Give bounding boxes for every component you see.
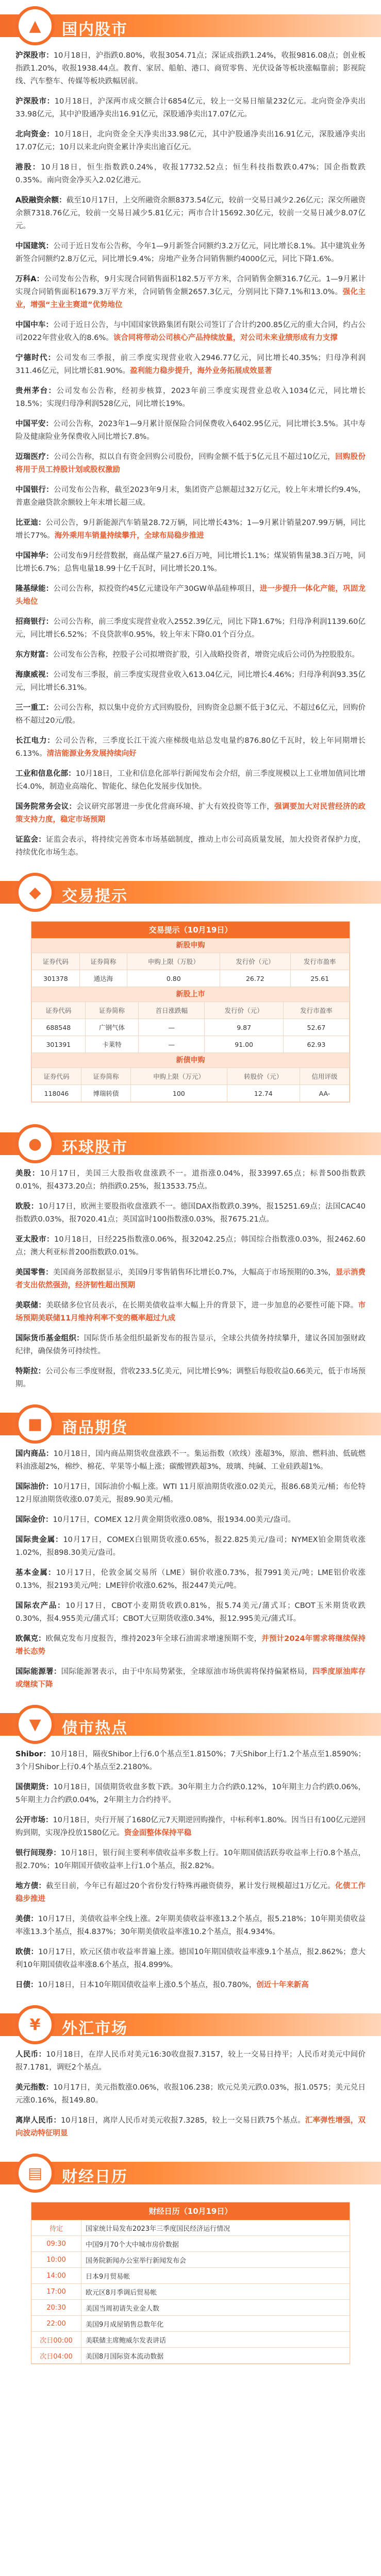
news-highlight: 显示消费者支出依然强劲，经济韧性超出预期 [15,1268,366,1290]
news-lead: 工业和信息化部： [15,770,76,778]
news-text: 10月17日，欧元区债市收益率普遍上涨。德国10年期国债收益率涨9.1个基点，报2.862%；意大利10年期国债收益率涨8.6个基点，报4.899%。 [15,1948,366,1969]
news-text: 10月18日，国债期货收盘多数下跌。30年期主力合约跌0.12%，10年期主力合约跌0.06%，5年期主力合约跌0.04%，2年期主力合约持平。 [15,1783,366,1804]
column-header: 发行价（元） [220,953,290,970]
section-global [0,1118,381,1391]
news-item [15,649,366,662]
section-trading [0,867,381,1103]
calendar-time: 10:00 [31,2252,81,2268]
news-highlight: 市场预期美联储11月维持利率不变的概率超过九成 [15,1301,366,1323]
calendar-event: 中国9月70个大中城市房价数据 [81,2236,350,2252]
section-badge [15,1705,55,1744]
calendar-caption: 财经日历（10月19日） [31,2202,350,2220]
header-bar [0,2162,381,2184]
news-lead: 欧债： [15,1948,39,1956]
news-item [15,418,366,444]
news-lead: 国际金价： [15,1516,53,1524]
calendar-event: 美联储主席鲍威尔发表讲话 [81,2332,350,2348]
news-item [15,1600,366,1625]
news-lead: 沪深股市： [15,52,54,60]
table-cell: — [139,1019,205,1036]
news-lead: 银行间现券： [15,1849,61,1857]
news-highlight: 汇率弹性增强，双向波动特征明显 [15,2116,366,2138]
header-bar [0,881,381,904]
ipo-section-title: 新债申购 [31,1053,350,1067]
calendar-table [31,2202,350,2364]
news-item [15,517,366,543]
news-item [15,2081,366,2107]
news-item [15,1946,366,1972]
calendar-time: 待定 [31,2220,81,2236]
news-lead: 国内商品： [15,1450,54,1458]
table-cell: 100 [131,1085,227,1102]
calendar-time: 14:00 [31,2268,81,2284]
section-title: 国内股市 [62,21,128,39]
section-title: 财经日历 [62,2168,128,2186]
news-highlight: 强调要加大对民营经济的政策支持力度，稳定市场预期 [15,803,366,824]
section-title: 债市热点 [62,1719,128,1737]
column-header: 发行市盈率 [283,1002,349,1019]
news-text: 截至目前，今年已有超过20个省份发行特殊再融资债券，累计发行规模超过1万亿元。 [46,1882,336,1890]
news-text: 美国商务部数据显示，美国9月零售销售环比增长0.7%，大幅高于市场预期的0.3%， [53,1268,336,1277]
news-text: 公司公告称，前三季度实现营业收入2552.39亿元，同比下降1.67%；归母净利润1139.60亿元，同比增长6.52%；不良贷款率0.95%，较上年末下降0.01个百分点。 [15,618,366,639]
column-header: 申购上限（万股） [127,953,220,970]
news-lead: 亚太股市： [15,1235,55,1244]
calendar-row [31,2300,350,2316]
section-badge [15,1404,55,1444]
news-item [15,1880,366,1906]
ipo-section-title: 新股上市 [31,987,350,1002]
table-cell: 26.72 [220,970,290,987]
news-text: 10月18日，工业和信息化部举行新闻发布会介绍，前三季度规模以上工业增加值同比增长4.0%，制造业高端化、智能化、绿色化发展步伐加快。 [15,770,366,791]
news-lead: 比亚迪： [15,519,46,527]
news-item [15,669,366,694]
news-lead: 国务院常务会议： [15,803,77,811]
column-header: 申购上限（万元） [131,1068,227,1085]
calendar-rows [31,2220,350,2364]
news-item [15,583,366,608]
column-header: 发行市盈率 [290,953,349,970]
news-lead: 日债： [15,1981,38,1989]
news-lead: 国际农产品： [15,1602,66,1610]
header-bar [0,1132,381,1155]
calendar-row [31,2236,350,2252]
news-text: 10月18日，央行开展了1680亿元7天期逆回购操作，中标利率1.80%。因当日有100亿元逆回购到期，实现净投放1580亿元。 [15,1816,366,1837]
news-item [15,1633,366,1658]
news-lead: 中国平安： [15,420,54,428]
news-item [15,319,366,345]
news-text: 国际货币基金组织最新发布的报告显示，全球公共债务持续攀升，建议各国加强财政纪律，确保债务可持续性。 [15,1334,366,1355]
news-text: 公司发布三季报，前三季度实现营业收入2946.77亿元，同比增长40.35%；归母净利润311.46亿元，同比增长81.90%。 [15,354,366,375]
calendar-row [31,2316,350,2332]
news-lead: 国际能源署： [15,1668,61,1676]
news-text: 10月18日，恒生指数跌0.24%，收报17732.52点；恒生科技指数跌0.47%；国企指数跌0.35%。南向资金净买入2.02亿港元。 [15,163,366,184]
news-text: 10月17日，伦敦金属交易所（LME）铜价收涨0.73%，报7991美元/吨；LME铝价收涨0.13%，报2193美元/吨；LME锌价收涨0.62%，报2447美元/吨。 [15,1569,366,1590]
currency-icon: ¥ [29,2015,41,2034]
column-header: 证券简称 [79,953,127,970]
news-highlight: 该合同将带动公司核心产品持续放量，对公司未来业绩形成有力支撑 [113,334,338,342]
table-cell: 118046 [32,1085,81,1102]
section-fx [0,1999,381,2140]
news-item [15,2048,366,2074]
news-text: 公司公告称，拟以自有资金回购公司股份，回购金额不低于5亿元且不超过10亿元， [53,453,336,461]
header-bar [0,1713,381,1736]
news-lead: 宁德时代： [15,354,56,362]
news-item [15,1534,366,1560]
table-cell: 12.74 [227,1085,300,1102]
section-badge [15,873,55,912]
news-item [15,95,366,121]
news-item [15,1847,366,1873]
news-item [15,484,366,510]
news-text: 公司发布公告称，控股子公司拟增资扩股，引入战略投资者，增资完成后公司仍为控股股东。 [53,651,359,659]
section-header [0,1699,381,1748]
section-title: 外汇市场 [62,2020,128,2038]
news-text: 公司发布公告称，截至2023年9月末，集团资产总额超过32万亿元，较上年末增长约9.4%，普惠金融贷款余额较上年末增长超三成。 [15,486,366,507]
table-row [32,970,350,987]
news-text: 10月17日，CBOT小麦期货收跌0.81%，报5.74美元/蒲式耳；CBOT玉米期货收跌0.30%，报4.955美元/蒲式耳；CBOT大豆期货收涨0.34%，报12.995美元/蒲式耳。 [15,1602,366,1623]
news-item [15,1448,366,1473]
section-header [0,1398,381,1448]
news-text: 公司发布公告称，经初步核算，2023年前三季度实现营业总收入1034亿元，同比增长18.5%；实现归母净利润528亿元，同比增长19%。 [15,387,366,408]
table-cell: 博瑞转债 [81,1085,131,1102]
news-text: 10月18日，在岸人民币对美元16:30收盘报7.3157，较上一交易日持平；人民币对美元中间价报7.1781，调贬2个基点。 [15,2050,366,2072]
table-cell: 25.61 [290,970,349,987]
calendar-event: 欧元区8月季调后贸易帐 [81,2284,350,2300]
news-item [15,194,366,233]
calendar-event: 美国当周初请失业金人数 [81,2300,350,2316]
news-lead: 万科A： [15,275,44,283]
news-highlight: 清洁能源业务发展持续向好 [46,750,137,758]
news-item [15,240,366,266]
column-header: 信用评级 [300,1068,349,1085]
column-header: 证券代码 [32,953,80,970]
news-lead: 中国神华： [15,552,53,560]
section-header [0,1999,381,2048]
news-list [0,1448,381,1691]
news-text: 10月18日，银行间主要利率债收益率多数上行。10年期国债活跃券收益率上行0.8个基点，报2.70%；10年期国开债收益率上行1.0个基点，报2.82%。 [15,1849,366,1870]
news-lead: 北向资金： [15,130,55,139]
column-header: 发行价（元） [205,1002,284,1019]
news-lead: 公开市场： [15,1816,53,1824]
news-lead: 特斯拉： [15,1367,46,1376]
news-highlight: 资金面整体保持平稳 [124,1829,192,1837]
news-lead: 东方财富： [15,651,53,659]
news-text: 公司公告称，拟投资约45亿元建设年产30GW单晶硅棒项目， [53,585,260,593]
news-item [15,1979,366,1992]
news-text: 10月18日，沪指跌0.80%，收报3054.71点；深证成指跌1.24%，收报9816.08点；创业板指跌1.20%，收报1938.44点。教育、家居、船舶、港口、商贸零售、光伏设备等板块涨幅靠前；影视院线、汽车整车、传媒等板块跌幅居前。 [15,52,366,86]
news-item [15,352,366,378]
news-lead: 国际油价： [15,1483,54,1491]
calendar-time: 20:30 [31,2300,81,2316]
column-header: 证券简称 [81,1068,131,1085]
section-header [0,0,381,49]
news-item [15,1514,366,1527]
section-domestic [0,0,381,859]
news-text: 10月18日，北向资金全天净卖出33.98亿元，其中沪股通净卖出16.91亿元，深股通净卖出17.07亿元；10月以来北向资金累计净卖出逾百亿元。 [15,130,366,151]
news-highlight: 化债工作稳步推进 [15,1882,366,1903]
news-lead: 离岸人民币： [15,2116,61,2125]
news-text: 10月18日，沪深两市成交额合计6854亿元，较上一交易日缩量232亿元。北向资金净卖出33.98亿元，其中沪股通净卖出16.91亿元，深股通净卖出17.07亿元。 [15,97,366,118]
table-row [32,1036,350,1053]
news-item [15,616,366,641]
news-item [15,2114,366,2140]
column-header: 证券代码 [32,1068,81,1085]
news-text: 公司于近日发布公告称，今年1—9月新签合同额约3.2万亿元，同比增长8.1%。其中建筑业务新签合同额约2.8万亿元，同比增长9.4%；房地产业务合同销售额约4000亿元，同比下降1.6%。 [15,242,366,263]
news-text: 公司发布三季报，前三季度实现营业收入613.04亿元，同比增长4.46%；归母净利润93.35亿元，同比增长6.31%。 [15,671,366,692]
news-item [15,451,366,477]
news-text: 10月18日，日本10年期国债收益率上涨0.5个基点，报0.780%， [38,1981,257,1989]
news-item [15,702,366,727]
table-cell: 91.00 [205,1036,284,1053]
news-item [15,1332,366,1358]
news-item [15,1814,366,1840]
news-highlight: 海外乘用车销量持续攀升，全球布局稳步推进 [54,532,204,540]
section-badge [15,1124,55,1163]
news-text: 10月17日，国际油价小幅上涨。WTI 11月原油期货收涨0.02美元，报86.68美元/桶；布伦特12月原油期货收涨0.07美元，报89.90美元/桶。 [15,1483,366,1504]
table-cell: 通达海 [79,970,127,987]
news-lead: 人民币： [15,2050,46,2059]
calendar-event: 日本9月贸易帐 [81,2268,350,2284]
news-lead: 中国建筑： [15,242,54,250]
news-text: 公司于近日公告，与中国国家铁路集团有限公司签订了合计约200.85亿元的重大合同，约占公司2022年营业收入的8.6%。 [15,321,366,342]
news-item [15,550,366,575]
news-lead: 港股： [15,163,41,172]
news-lead: 证监会： [15,836,46,844]
news-text: 公司公告称，三季度长江干流六座梯级电站总发电量约876.80亿千瓦时，较上年同期增长6.13%。 [15,737,366,758]
news-text: 公司公告称，拟以集中竞价方式回购股份，回购资金总额不低于3亿元、不超过6亿元，回购价格不超过20元/股。 [15,704,366,725]
news-highlight: 并预计2024年需求将继续保持增长态势 [15,1635,366,1656]
header-bar [0,14,381,37]
news-text: 公司公告，9月新能源汽车销量28.72万辆，同比增长43%；1—9月累计销量207.99万辆，同比增长77%。 [15,519,366,540]
table-row [32,1019,350,1036]
news-lead: 美联储： [15,1301,46,1310]
news-list [0,1748,381,1992]
news-text: 10月17日，欧洲主要股指收盘涨跌不一。德国DAX指数跌0.39%，报15251.69点；法国CAC40指数跌0.03%，报7020.41点；英国富时100指数涨0.03%，报7675.21点。 [15,1202,366,1224]
header-bar [0,1413,381,1435]
news-lead: A股融资余额： [15,196,67,205]
table-cell: 广钢气体 [85,1019,139,1036]
news-text: 10月18日，隔夜Shibor上行6.0个基点至1.8150%；7天Shibor上行1.2个基点至1.8590%；3个月Shibor上行0.4个基点至2.2180%。 [15,1750,366,1771]
news-text: 10月18日，离岸人民币对美元收报7.3285，较上一交易日跌75个基点。 [61,2116,305,2125]
section-header [0,2147,381,2197]
table-cell: — [139,1036,205,1053]
news-item [15,1299,366,1325]
news-lead: 国债期货： [15,1783,54,1791]
header-bar [0,2013,381,2036]
news-text: 证监会表示，将持续完善资本市场基础制度，推动上市公司高质量发展，加大投资者保护力度，持续优化市场生态。 [15,836,366,857]
table-cell: 62.93 [283,1036,349,1053]
table-cell: AA- [300,1085,349,1102]
table-cell: 52.67 [283,1019,349,1036]
news-highlight: 四季度原油库存或继续下降 [15,1668,366,1689]
news-lead: 欧股： [15,1202,39,1211]
globe-icon: ● [28,1134,42,1153]
news-item [15,161,366,187]
news-text: 欧佩克发布月度报告，维持2023年全球石油需求增速预期不变， [45,1635,262,1643]
bond-icon: ▼ [29,1715,41,1734]
news-item [15,1266,366,1292]
news-highlight: 回购股份将用于员工持股计划或股权激励 [15,453,366,474]
ipo-caption: 交易提示（10月19日） [31,922,350,938]
section-badge [15,6,55,45]
news-lead: 美国零售： [15,1268,53,1277]
table-cell: 301378 [32,970,80,987]
news-lead: 中国中车： [15,321,54,329]
news-text: 10月17日，美债收益率全线上涨。2年期美债收益率涨13.2个基点，报5.218%；10年期美债收益率涨13.3个基点，报4.837%；30年期美债收益率涨10.2个基点，报4.934%。 [15,1915,366,1936]
news-highlight: 强化主业，增强“主业主赛道”优势地位 [15,288,366,309]
news-lead: 美元指数： [15,2083,54,2092]
news-item [15,735,366,760]
lightbulb-icon: ◆ [29,883,41,902]
news-text: 截至10月17日，上交所融资余额8373.54亿元，较前一交易日减少2.26亿元；深交所融资余额7318.76亿元，较前一交易日减少5.81亿元；两市合计15692.30亿元，较前一交易日减少8.07亿元。 [15,196,366,230]
table-cell: 688548 [32,1019,86,1036]
news-text: 10月17日，美元指数涨0.06%，收报106.238；欧元兑美元跌0.03%，报1.0575；美元兑日元涨0.16%，报149.80。 [15,2083,366,2105]
news-item [15,1233,366,1259]
news-text: 美联储多位官员表示，在长期美债收益率大幅上升的背景下，进一步加息的必要性可能下降。 [46,1301,358,1310]
news-item [15,128,366,154]
news-list [0,1167,381,1391]
news-lead: 招商银行： [15,618,54,626]
chart-icon: ▲ [29,16,41,35]
news-text: 10月17日，COMEX 12月黄金期货收涨0.08%，报1934.00美元/盎司。 [53,1516,296,1524]
news-item [15,834,366,859]
news-lead: Shibor： [15,1750,51,1758]
news-item [15,801,366,826]
calendar-event: 国务院新闻办公室举行新闻发布会 [81,2252,350,2268]
ipo-sections [31,938,350,1102]
news-item [15,1666,366,1691]
ipo-table [31,921,350,1103]
news-item [15,273,366,312]
section-title: 交易提示 [62,887,128,905]
calendar-time: 次日04:00 [31,2348,81,2364]
calendar-icon: ▤ [27,2164,43,2182]
news-text: 10月17日，COMEX白银期货收涨0.65%，报22.825美元/盎司；NYMEX铂金期货收涨1.02%，报898.30美元/盎司。 [15,1536,366,1557]
section-header [0,867,381,916]
calendar-time: 17:00 [31,2284,81,2300]
news-lead: 隆基绿能： [15,585,54,593]
news-text: 国际能源署表示，由于中东局势紧张，全球原油市场供需将保持偏紧格局， [61,1668,312,1676]
news-item [15,1567,366,1592]
section-title: 商品期货 [62,1419,128,1437]
news-text: 10月17日，美国三大股指收盘涨跌不一。道指涨0.04%，报33997.65点；标普500指数跌0.01%，报4373.20点；纳指跌0.25%，报13533.75点。 [15,1170,366,1191]
calendar-row [31,2220,350,2236]
section-bond [0,1699,381,1992]
barrel-icon: ■ [27,1415,43,1433]
table-row [32,1085,350,1102]
calendar-event: 国家统计局发布2023年三季度国民经济运行情况 [81,2220,350,2236]
news-text: 10月18日，国内商品期货收盘涨跌不一。集运指数（欧线）涨超3%，原油、燃料油、低硫燃料油涨超2%，棉纱、棉花、苹果等小幅上涨；碳酸锂跌超3%，玻璃、纯碱、工业硅跌超1%。 [15,1450,366,1471]
calendar-time: 09:30 [31,2236,81,2252]
news-item [15,1365,366,1391]
news-highlight: 盈利能力稳步提升，海外业务拓展成效显著 [130,367,272,375]
news-lead: 欧佩克： [15,1635,46,1643]
news-lead: 地方债： [15,1882,46,1890]
news-item [15,1913,366,1939]
column-header: 转股价（元） [227,1068,300,1085]
calendar-event: 美国8月国际资本流动数据 [81,2348,350,2364]
news-item [15,1781,366,1807]
news-lead: 基本金属： [15,1569,56,1577]
table-cell: 卡莱特 [85,1036,139,1053]
column-header: 证券代码 [32,1002,86,1019]
news-list [0,49,381,859]
news-lead: 海康威视： [15,671,54,679]
news-lead: 美债： [15,1915,38,1923]
section-title: 环球股市 [62,1139,128,1157]
news-text: 10月18日，日经225指数涨0.06%，报32042.25点；韩国综合指数涨0.03%，报2462.60点；澳大利亚标普200指数跌0.01%。 [15,1235,366,1257]
news-lead: 中国银行： [15,486,54,494]
table-cell: 9.87 [205,1019,284,1036]
news-highlight: 创近十年来新高 [256,1981,309,1989]
news-highlight: 进一步提升一体化产能，巩固龙头地位 [15,585,366,606]
section-commodity [0,1398,381,1691]
column-header: 证券简称 [85,1002,139,1019]
news-text: 公司公告称，2023年1—9月累计原保险合同保费收入6402.95亿元，同比增长3.5%。其中寿险及健康险业务保费收入同比增长7.8%。 [15,420,366,441]
news-item [15,1748,366,1774]
news-lead: 美股： [15,1170,40,1178]
table-cell: 0.80 [127,970,220,987]
news-lead: 迈瑞医疗： [15,453,54,461]
calendar-row [31,2348,350,2364]
news-text: 公司公布三季度财报，营收233.5亿美元，同比增长9%；调整后每股收益0.66美元，低于市场预期。 [15,1367,366,1388]
news-lead: 长江电力： [15,737,55,745]
section-badge [15,2005,55,2044]
news-lead: 沪深股市： [15,97,55,106]
calendar-event: 美国9月成屋销售总数年化 [81,2316,350,2332]
calendar-row [31,2284,350,2300]
news-lead: 三一重工： [15,704,54,712]
table-cell: 301391 [32,1036,86,1053]
section-badge [15,2154,55,2193]
news-list [0,2048,381,2140]
column-header: 首日涨跌幅 [139,1002,205,1019]
news-lead: 国际贵金属： [15,1536,63,1544]
news-item [15,49,366,88]
news-text: 公司发布9月经营数据，商品煤产量27.6百万吨，同比增长1.1%；煤炭销售量38.3百万吨，同比增长6.7%；总售电量18.99十亿千瓦时，同比增长20.1%。 [15,552,366,573]
news-item [15,1167,366,1193]
ipo-section-title: 新股申购 [31,938,350,953]
calendar-row [31,2252,350,2268]
calendar-row [31,2268,350,2284]
news-lead: 贵州茅台： [15,387,57,395]
news-item [15,1481,366,1506]
calendar-time: 次日00:00 [31,2332,81,2348]
section-header [0,1118,381,1167]
calendar-row [31,2332,350,2348]
news-text: 会议研究部署进一步优化营商环境、扩大有效投资等工作， [76,803,275,811]
news-lead: 国际货币基金组织： [15,1334,84,1343]
calendar-time: 22:00 [31,2316,81,2332]
news-text: 公司发布公告称，9月实现合同销售面积182.5万平方米，合同销售金额316.7亿元。1—9月累计实现合同销售面积1679.3万平方米，合同销售金额2657.3亿元，分别同比下降7.1%和13.0%。 [15,275,366,296]
news-item [15,1200,366,1226]
news-item [15,768,366,793]
news-item [15,385,366,411]
section-calendar [0,2147,381,2364]
